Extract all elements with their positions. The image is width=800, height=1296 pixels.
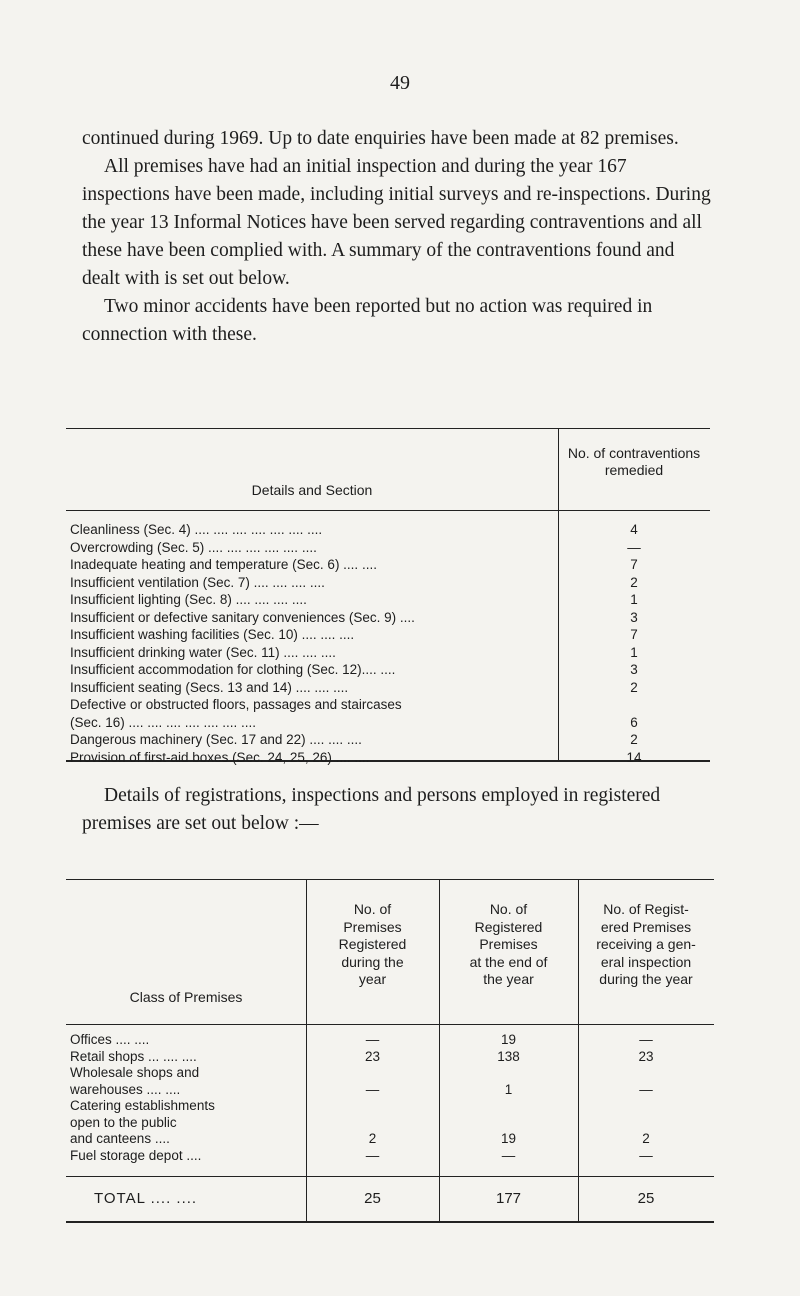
row-value: 6: [630, 714, 638, 730]
table-row: [70, 696, 710, 714]
cell-end: 19: [500, 1131, 517, 1146]
row-label-line: open to the public: [70, 1114, 177, 1130]
intro-paragraph: All premises have had an initial inspection and during the year 167 inspections have been made, including initial surveys and re-inspections. During the year 13 Informal Notices have been served regarding contraventions and all these have been complied with. A summary of the contraventions found and dealt with is set out below.: [82, 156, 711, 289]
registrations-table: [66, 879, 714, 1223]
table-row: [70, 644, 710, 662]
row-value: —: [627, 539, 641, 555]
header-line: No. of: [353, 901, 392, 917]
row-value: 14: [626, 749, 642, 765]
header-line: during the: [341, 953, 404, 970]
column-header-details: Details and Section: [251, 482, 373, 498]
row-value: 1: [630, 592, 638, 607]
table-rule: [66, 510, 710, 511]
row-label: [70, 1098, 306, 1148]
row-label-line: Catering establishments: [70, 1098, 215, 1113]
row-label: Insufficient or defective sanitary conveniences (Sec. 9) ....: [70, 609, 415, 625]
cell-end: 1: [504, 1081, 513, 1097]
intro-text: [82, 125, 714, 349]
row-value: 3: [630, 609, 638, 625]
row-label: [70, 1049, 306, 1066]
row-label: Cleanliness (Sec. 4) .... .... .... .... .... .... ....: [70, 522, 323, 537]
table-rule: [66, 428, 710, 429]
header-line: year: [358, 971, 387, 987]
table-row: [70, 591, 710, 609]
column-header-class: Class of Premises: [129, 989, 243, 1005]
row-label: Dangerous machinery (Sec. 17 and 22) .... .... ....: [70, 732, 362, 747]
row-label: Inadequate heating and temperature (Sec. 6) .... ....: [70, 557, 377, 572]
table-row: [70, 1065, 714, 1098]
column-header-inspected: [578, 901, 714, 989]
row-label: (Sec. 16) .... .... .... .... .... .... ....: [70, 714, 257, 730]
header-line: Registered: [474, 918, 543, 935]
header-line: at the end of: [469, 953, 548, 970]
row-value: 2: [630, 679, 638, 695]
row-value: 2: [630, 732, 638, 747]
header-line: the year: [483, 971, 534, 987]
row-value: 7: [630, 627, 638, 642]
table-rule: [66, 879, 714, 880]
row-label: [70, 1065, 306, 1098]
row-label-line: TOTAL .... ....: [94, 1190, 198, 1207]
table-row: [70, 1032, 714, 1049]
table-row: [70, 731, 710, 749]
cell-end: —: [501, 1147, 516, 1163]
cell-end: 19: [500, 1032, 517, 1047]
table-row: [70, 1098, 714, 1148]
header-line: ered Premises: [600, 918, 692, 935]
table-row: [70, 1049, 714, 1066]
row-value: 3: [630, 662, 638, 677]
table-row: [70, 574, 710, 592]
table-rule: [66, 1221, 714, 1223]
header-line: Premises: [479, 936, 538, 952]
table-row: [70, 626, 710, 644]
intro-paragraph: Two minor accidents have been reported but no action was required in connection with these.: [82, 296, 653, 345]
header-line: receiving a gen-: [596, 936, 696, 952]
row-label: Insufficient washing facilities (Sec. 10) .... .... ....: [70, 627, 355, 642]
table-rule: [66, 1024, 714, 1025]
row-label: Insufficient accommodation for clothing (Sec. 12).... ....: [70, 662, 396, 677]
contraventions-rows: [70, 521, 710, 766]
cell-during: 25: [364, 1190, 381, 1207]
cell-during: —: [365, 1081, 380, 1097]
column-header-count: No. of contraventions remedied: [567, 445, 701, 478]
row-label-line: warehouses .... ....: [70, 1081, 181, 1097]
row-label: Insufficient drinking water (Sec. 11) .... .... ....: [70, 644, 336, 660]
cell-end: 138: [497, 1048, 520, 1064]
header-line: Registered: [338, 936, 407, 952]
table-row: [70, 714, 710, 732]
table-row: [70, 609, 710, 627]
row-label: Overcrowding (Sec. 5) .... .... .... .... .... ....: [70, 539, 317, 555]
table-row: [70, 556, 710, 574]
column-header-registered-end: [439, 901, 578, 989]
table-row: [70, 1148, 714, 1165]
row-label: Provision of first-aid boxes (Sec. 24, 25, 26) .... ....: [70, 749, 370, 765]
column-header-registered-during: [306, 901, 439, 989]
cell-inspected: —: [639, 1147, 653, 1163]
row-label-line: and canteens ....: [70, 1131, 170, 1146]
table-row: [70, 521, 710, 539]
table-row: [70, 749, 710, 767]
cell-inspected: 25: [637, 1190, 655, 1207]
cell-during: —: [365, 1032, 380, 1047]
row-label-line: Retail shops ... .... ....: [70, 1048, 197, 1064]
header-line: during the year: [599, 971, 693, 987]
row-label-line: Offices .... ....: [70, 1032, 150, 1047]
registrations-intro: [82, 782, 722, 838]
cell-during: 23: [364, 1048, 381, 1064]
header-line: Premises: [343, 918, 402, 935]
row-label: Insufficient seating (Secs. 13 and 14) .... .... ....: [70, 679, 349, 695]
registrations-intro-text: Details of registrations, inspections and persons employed in registered premises are set out below :—: [82, 785, 661, 834]
cell-inspected: —: [639, 1081, 653, 1097]
row-label: Insufficient ventilation (Sec. 7) .... .... .... ....: [70, 574, 325, 590]
row-label-line: Fuel storage depot ....: [70, 1147, 202, 1163]
row-label: Insufficient lighting (Sec. 8) .... .... .... ....: [70, 592, 307, 607]
row-label-line: Wholesale shops and: [70, 1065, 200, 1080]
row-value: 1: [630, 644, 638, 660]
header-line: eral inspection: [600, 953, 692, 970]
table-row: [70, 661, 710, 679]
table-row: [70, 679, 710, 697]
header-line: No. of Regist-: [603, 901, 689, 917]
header-line: No. of: [489, 901, 528, 917]
cell-inspected: 23: [638, 1048, 654, 1064]
cell-end: 177: [495, 1190, 522, 1207]
row-value: 2: [630, 574, 638, 590]
intro-paragraph: continued during 1969. Up to date enquiries have been made at 82 premises.: [82, 128, 679, 149]
cell-during: —: [365, 1147, 380, 1163]
contraventions-table: [66, 428, 710, 763]
cell-inspected: —: [639, 1032, 653, 1047]
page-number: 49: [390, 72, 410, 94]
total-row: [70, 1191, 714, 1208]
cell-inspected: 2: [642, 1131, 650, 1146]
row-label: [70, 1148, 306, 1165]
row-value: 4: [630, 522, 638, 537]
table-row: [70, 539, 710, 557]
row-label: Defective or obstructed floors, passages and staircases: [70, 697, 402, 712]
cell-during: 2: [368, 1131, 377, 1146]
row-label: [94, 1191, 330, 1208]
row-value: 7: [630, 557, 638, 572]
row-label: [70, 1032, 306, 1049]
table-rule: [66, 1176, 714, 1177]
